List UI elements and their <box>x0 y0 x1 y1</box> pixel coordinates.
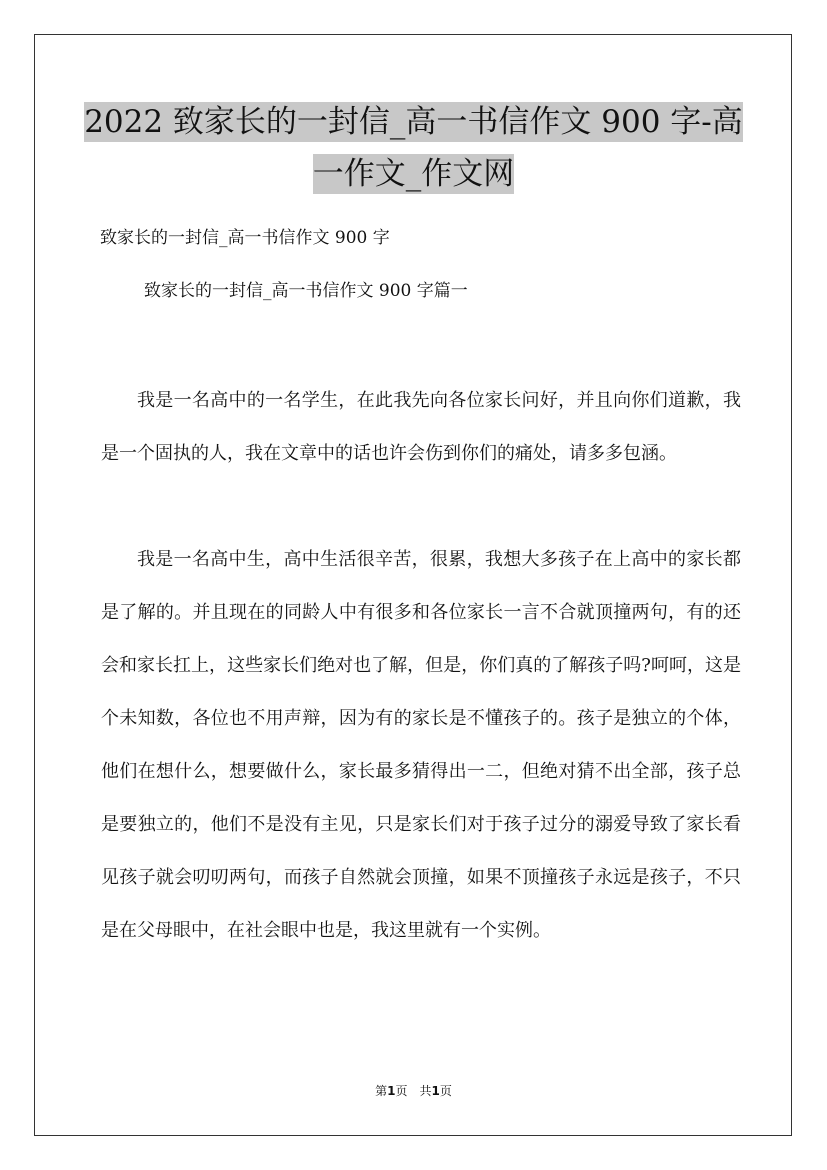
section-heading: 致家长的一封信_高一书信作文 900 字篇一 <box>144 281 468 301</box>
footer-page-suffix: 页 <box>439 1084 452 1098</box>
footer-page-prefix: 第 <box>375 1084 388 1098</box>
document-title <box>40 96 787 200</box>
body-paragraph-1: 我是一名高中的一名学生，在此我先向各位家长问好，并且向你们道歉，我是一个固执的人，我在文章中的话也许会伤到你们的痛处，请多多包涵。 <box>101 390 741 464</box>
title-line-1: 2022 致家长的一封信_高一书信作文 900 字-高 <box>84 104 743 140</box>
title-line-2: 一作文_作文网 <box>312 156 515 192</box>
body-paragraph-2: 我是一名高中生，高中生活很辛苦，很累，我想大多孩子在上高中的家长都是了解的。并且现在的同龄人中有很多和各位家长一言不合就顶撞两句，有的还会和家长扛上，这些家长们绝对也了解，但是，你们真的了解孩子吗?呵呵，这是个未知数，各位也不用声辩，因为有的家长是不懂孩子的。孩子是独立的个体，他们在想什么，想要做什么，家长最多猜得出一二，但绝对猜不出全部，孩子总是要独立的，他们不是没有主见，只是家长们对于孩子过分的溺爱导致了家长看见孩子就会叨叨两句，而孩子自然就会顶撞，如果不顶撞孩子永远是孩子，不只是在父母眼中，在社会眼中也是，我这里就有一个实例。 <box>101 549 741 941</box>
footer-page-total: 1 <box>431 1084 440 1098</box>
footer-page-current: 1 <box>387 1084 396 1098</box>
page-footer <box>0 1083 827 1099</box>
footer-page-mid: 页 共 <box>395 1084 432 1098</box>
document-subtitle: 致家长的一封信_高一书信作文 900 字 <box>100 228 390 248</box>
